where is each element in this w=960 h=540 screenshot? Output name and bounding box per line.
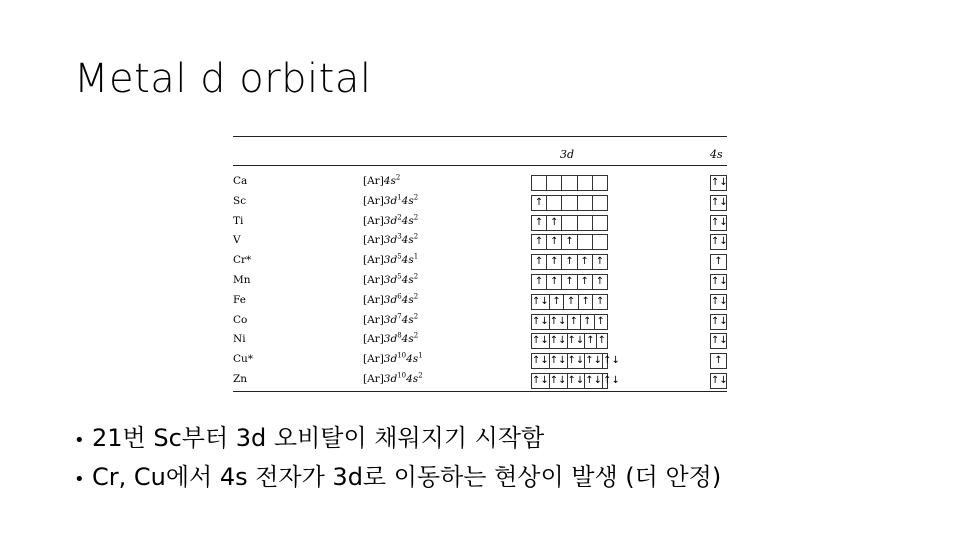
orbital-cell: [593, 235, 607, 249]
orbital-box-3d: [531, 215, 608, 231]
bullet-dot: •: [74, 469, 85, 490]
orbital-cell: ↑↓: [549, 375, 567, 386]
table-row: [233, 233, 727, 251]
config-part: 3d: [383, 353, 398, 366]
orbital-cell: ↑: [532, 235, 547, 249]
orbital-box-4s: ↑↓: [710, 234, 727, 250]
orbital-box-4s: ↑↓: [710, 274, 727, 290]
config-exponent: 3: [397, 232, 402, 241]
config-part: [Ar]: [363, 274, 384, 286]
orbital-box-3d: [531, 195, 608, 211]
table-bottom-rule: [233, 391, 727, 392]
element-symbol: Fe: [233, 293, 246, 306]
config-part: [Ar]: [363, 254, 384, 267]
config-part: 3d: [383, 333, 398, 346]
orbital-box-3d: [531, 373, 620, 389]
bullet-dot: •: [74, 430, 85, 451]
orbital-box-4s: ↑↓: [710, 373, 727, 389]
config-part: 3d: [383, 373, 398, 385]
config-part: [Ar]: [363, 194, 384, 207]
element-symbol: Cu*: [233, 353, 254, 366]
orbital-cell: ↑: [595, 256, 605, 268]
orbital-cell: [547, 176, 562, 190]
config-part: 4s: [401, 313, 414, 326]
config-part: 3d: [383, 254, 398, 267]
orbital-cell: [578, 216, 593, 230]
config-exponent: 2: [413, 213, 419, 222]
orbital-cell: [593, 176, 607, 190]
orbital-box-3d: [531, 234, 608, 250]
bullet-text: Cr, Cu에서 4s 전자가 3d로 이동하는 현상이 발생 (더 안정): [92, 463, 722, 491]
orbital-cell: ↑: [562, 235, 577, 249]
element-symbol: Ni: [233, 333, 246, 346]
table-row: [233, 194, 727, 212]
config-part: 3d: [383, 313, 398, 326]
table-row: [233, 372, 727, 390]
orbital-cell: ↑: [547, 216, 562, 230]
electron-configuration-table: [233, 136, 727, 392]
table-row: [233, 352, 727, 370]
table-row: [233, 214, 727, 232]
header-3d: 3d: [560, 148, 575, 161]
config-exponent: 8: [397, 331, 402, 340]
orbital-cell: [562, 196, 577, 210]
orbital-cell: ↑: [578, 275, 593, 289]
element-symbol: Ca: [233, 175, 248, 187]
config-part: 4s: [401, 333, 414, 346]
orbital-cell: ↑: [547, 235, 562, 249]
orbital-cell: ↑↓: [532, 355, 549, 367]
config-exponent: 2: [413, 312, 419, 321]
config-part: 3d: [383, 234, 398, 247]
orbital-cell: ↑↓: [549, 355, 567, 367]
orbital-box-4s: ↑↓: [710, 195, 727, 211]
orbital-cell: ↑: [532, 275, 547, 289]
orbital-box-3d: [531, 353, 620, 369]
slide-title: Metal d orbital: [74, 56, 372, 102]
table-row: [233, 313, 727, 331]
table-row: [233, 332, 727, 350]
config-part: [Ar]: [363, 234, 384, 247]
bullet-item: [74, 420, 721, 459]
orbital-cell: ↑: [532, 196, 547, 210]
orbital-cell: [593, 196, 607, 210]
config-part: 4s: [401, 293, 414, 306]
orbital-cell: ↑: [581, 315, 594, 329]
element-symbol: Co: [233, 313, 248, 326]
orbital-cell: ↑: [550, 295, 565, 309]
orbital-box-4s: ↑↓: [710, 333, 727, 349]
config-part: 3d: [383, 274, 398, 286]
orbital-cell: ↑↓: [532, 295, 549, 307]
orbital-cell: ↑: [562, 275, 577, 289]
config-part: 4s: [383, 175, 396, 187]
orbital-cell: ↑: [568, 315, 581, 329]
table-row: [233, 293, 727, 311]
orbital-cell: ↑↓: [585, 375, 603, 386]
element-symbol: Mn: [233, 274, 251, 286]
orbital-cell: ↑: [596, 295, 605, 307]
config-part: [Ar]: [363, 293, 384, 306]
config-exponent: 10: [397, 351, 407, 360]
element-symbol: Cr*: [233, 254, 252, 267]
orbital-box-3d: [531, 294, 608, 310]
bullet-text: 21번 Sc부터 3d 오비탈이 채워지기 시작함: [92, 424, 545, 452]
orbital-cell: ↑: [532, 255, 547, 269]
config-exponent: 2: [413, 272, 419, 281]
config-part: [Ar]: [363, 313, 384, 326]
config-part: [Ar]: [363, 175, 384, 187]
bullet-list: [74, 420, 721, 498]
config-exponent: 5: [397, 272, 402, 281]
orbital-cell: ↑↓: [585, 355, 603, 367]
electron-configuration: [363, 274, 418, 286]
orbital-cell: ↑↓: [603, 355, 620, 367]
table-row: [233, 253, 727, 271]
table-row: [233, 174, 727, 192]
orbital-cell: ↑↓: [532, 315, 549, 327]
electron-configuration: [363, 314, 418, 326]
orbital-cell: ↑↓: [532, 375, 549, 386]
orbital-cell: ↑: [547, 255, 562, 269]
config-exponent: 2: [397, 213, 402, 222]
electron-configuration: [363, 195, 418, 207]
electron-configuration: [363, 215, 418, 227]
config-part: 4s: [401, 234, 414, 247]
orbital-cell: ↑: [596, 315, 605, 327]
element-symbol: Zn: [233, 373, 248, 385]
config-part: 3d: [383, 293, 398, 306]
config-exponent: 1: [418, 351, 423, 360]
orbital-cell: [578, 176, 593, 190]
config-part: 4s: [401, 254, 414, 267]
orbital-box-4s: ↑↓: [710, 215, 727, 231]
table-top-rule: [233, 136, 727, 137]
config-part: 4s: [406, 373, 419, 385]
config-part: 4s: [406, 353, 419, 366]
config-part: 4s: [401, 214, 414, 227]
element-symbol: V: [233, 234, 241, 247]
orbital-cell: ↑↓: [532, 335, 549, 347]
orbital-cell: ↑: [586, 335, 595, 347]
orbital-cell: ↑: [547, 275, 562, 289]
electron-configuration: [363, 175, 400, 187]
orbital-box-3d: [531, 175, 608, 191]
orbital-box-4s: ↑↓: [710, 175, 727, 191]
config-exponent: 1: [397, 193, 402, 202]
element-symbol: Sc: [233, 194, 247, 207]
config-exponent: 2: [413, 292, 419, 301]
orbital-cell: ↑↓: [567, 355, 585, 367]
config-part: [Ar]: [363, 353, 384, 366]
orbital-cell: ↑: [532, 216, 547, 230]
header-4s: 4s: [710, 148, 723, 161]
config-part: 3d: [383, 194, 398, 207]
electron-configuration: [363, 294, 418, 306]
config-exponent: 2: [413, 232, 419, 241]
orbital-cell: [593, 216, 607, 230]
orbital-cell: [578, 235, 593, 249]
orbital-cell: [532, 176, 547, 190]
orbital-box-3d: [531, 254, 608, 270]
orbital-cell: ↑↓: [549, 315, 567, 327]
config-exponent: 2: [418, 371, 423, 380]
config-exponent: 1: [413, 252, 419, 261]
orbital-cell: ↑: [579, 295, 594, 309]
orbital-cell: ↑: [564, 295, 579, 309]
bullet-item: [74, 459, 721, 498]
config-exponent: 2: [413, 331, 419, 340]
orbital-box-4s: ↑↓: [710, 294, 727, 310]
orbital-box-3d: [531, 333, 608, 349]
electron-configuration: [363, 373, 423, 385]
orbital-box-4s: ↑: [710, 254, 727, 270]
config-exponent: 5: [397, 252, 402, 261]
orbital-cell: ↑: [562, 255, 577, 269]
orbital-cell: ↑: [578, 255, 593, 269]
electron-configuration: [363, 333, 418, 345]
config-exponent: 7: [397, 312, 402, 321]
config-part: [Ar]: [363, 214, 384, 227]
orbital-box-3d: [531, 314, 608, 330]
orbital-cell: [578, 196, 593, 210]
config-part: 3d: [383, 214, 398, 227]
table-row: [233, 273, 727, 291]
orbital-cell: ↑↓: [567, 335, 585, 347]
orbital-cell: ↑: [597, 335, 607, 347]
electron-configuration: [363, 234, 418, 246]
orbital-cell: ↑↓: [603, 375, 620, 386]
orbital-box-4s: ↑↓: [710, 314, 727, 330]
orbital-cell: [547, 196, 562, 210]
orbital-box-3d: [531, 274, 608, 290]
config-exponent: 2: [395, 173, 401, 182]
orbital-cell: ↑↓: [567, 375, 585, 386]
config-part: [Ar]: [363, 333, 384, 346]
config-exponent: 6: [397, 292, 402, 301]
config-part: [Ar]: [363, 373, 384, 385]
orbital-cell: [562, 176, 577, 190]
table-header-rule: [233, 165, 727, 166]
orbital-cell: [562, 216, 577, 230]
config-exponent: 2: [413, 193, 419, 202]
orbital-cell: ↑↓: [549, 335, 567, 347]
orbital-cell: ↑: [595, 276, 605, 287]
orbital-box-4s: ↑: [710, 353, 727, 369]
config-part: 4s: [401, 274, 414, 286]
electron-configuration: [363, 353, 423, 365]
config-exponent: 10: [397, 371, 407, 380]
element-symbol: Ti: [233, 214, 244, 227]
electron-configuration: [363, 254, 418, 266]
config-part: 4s: [401, 194, 414, 207]
